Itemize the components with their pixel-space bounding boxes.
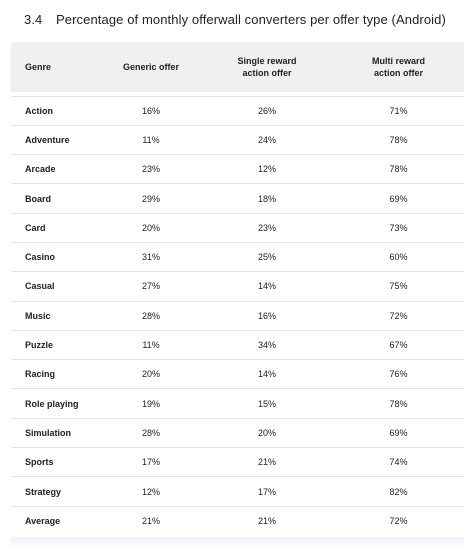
table-row [11, 155, 464, 184]
cell-generic-offer: 12% [141, 486, 160, 497]
cell-genre: Sports [25, 457, 54, 468]
cell-multi-reward: 67% [389, 340, 408, 351]
cell-single-reward: 16% [257, 310, 276, 321]
cell-generic-offer: 20% [141, 369, 160, 380]
column-header-single-reward: Single reward action offer [237, 56, 297, 78]
converters-table [11, 42, 464, 535]
cell-single-reward: 26% [257, 105, 276, 116]
cell-multi-reward: 78% [389, 164, 408, 175]
section-title: Percentage of monthly offerwall converters per offer type (Android) [56, 12, 446, 27]
cell-multi-reward: 60% [389, 252, 408, 263]
cell-genre: Arcade [25, 164, 56, 175]
table-header [11, 42, 464, 92]
cell-single-reward: 15% [257, 398, 276, 409]
cell-generic-offer: 17% [141, 457, 160, 468]
cell-multi-reward: 78% [389, 398, 408, 409]
cell-multi-reward: 82% [389, 486, 408, 497]
cell-genre: Simulation [25, 427, 72, 438]
cell-generic-offer: 23% [141, 164, 160, 175]
cell-generic-offer: 28% [141, 310, 160, 321]
column-header-genre: Genre [25, 62, 52, 72]
cell-single-reward: 21% [257, 457, 276, 468]
cell-generic-offer: 20% [141, 222, 160, 233]
cell-generic-offer: 19% [141, 398, 160, 409]
table-row [11, 125, 464, 154]
cell-single-reward: 23% [257, 222, 276, 233]
cell-genre: Role playing [25, 398, 79, 409]
cell-generic-offer: 11% [142, 340, 160, 351]
cell-generic-offer: 11% [142, 134, 160, 145]
cell-multi-reward: 69% [389, 427, 408, 438]
cell-multi-reward: 78% [389, 134, 408, 145]
section-heading [24, 12, 446, 27]
table-row [11, 477, 464, 506]
cell-generic-offer: 21% [141, 516, 160, 527]
cell-generic-offer: 29% [141, 193, 160, 204]
cell-multi-reward: 75% [389, 281, 408, 292]
cell-single-reward: 24% [257, 134, 276, 145]
table-row [11, 96, 464, 125]
column-header-multi-reward: Multi reward action offer [371, 56, 425, 78]
cell-genre: Board [25, 193, 52, 204]
cell-genre: Racing [25, 369, 56, 380]
cell-multi-reward: 71% [389, 105, 408, 116]
cell-genre: Puzzle [25, 340, 54, 351]
table-body [11, 92, 464, 535]
cell-single-reward: 18% [257, 193, 276, 204]
cell-genre: Average [25, 516, 61, 527]
cell-genre: Casual [25, 281, 55, 292]
cell-single-reward: 21% [257, 516, 276, 527]
cell-genre: Adventure [25, 134, 70, 145]
cell-multi-reward: 72% [389, 310, 408, 321]
table-row [11, 418, 464, 447]
cell-genre: Music [25, 310, 51, 321]
cell-single-reward: 14% [257, 281, 276, 292]
cell-genre: Card [25, 222, 46, 233]
table-row [11, 184, 464, 213]
cell-genre: Strategy [25, 486, 62, 497]
cell-genre: Action [25, 105, 53, 116]
table-row [11, 272, 464, 301]
table-container [11, 42, 464, 537]
cell-genre: Casino [25, 252, 56, 263]
cell-generic-offer: 31% [141, 252, 160, 263]
cell-single-reward: 34% [257, 340, 276, 351]
cell-single-reward: 20% [257, 427, 276, 438]
table-row [11, 213, 464, 242]
cell-single-reward: 12% [257, 164, 276, 175]
column-header-generic-offer: Generic offer [122, 62, 180, 72]
cell-generic-offer: 28% [141, 427, 160, 438]
cell-multi-reward: 72% [389, 516, 408, 527]
table-row [11, 330, 464, 359]
table-row [11, 301, 464, 330]
cell-multi-reward: 76% [389, 369, 408, 380]
cell-generic-offer: 27% [141, 281, 160, 292]
cell-single-reward: 14% [257, 369, 276, 380]
cell-multi-reward: 74% [389, 457, 408, 468]
table-row [11, 242, 464, 271]
header-row [11, 42, 464, 92]
cell-multi-reward: 73% [389, 222, 408, 233]
table-row [11, 389, 464, 418]
cell-generic-offer: 16% [141, 105, 160, 116]
cell-single-reward: 25% [257, 252, 276, 263]
cell-multi-reward: 69% [389, 193, 408, 204]
table-row [11, 448, 464, 477]
cell-single-reward: 17% [257, 486, 276, 497]
table-row [11, 506, 464, 535]
table-row [11, 360, 464, 389]
section-number: 3.4 [24, 12, 43, 27]
